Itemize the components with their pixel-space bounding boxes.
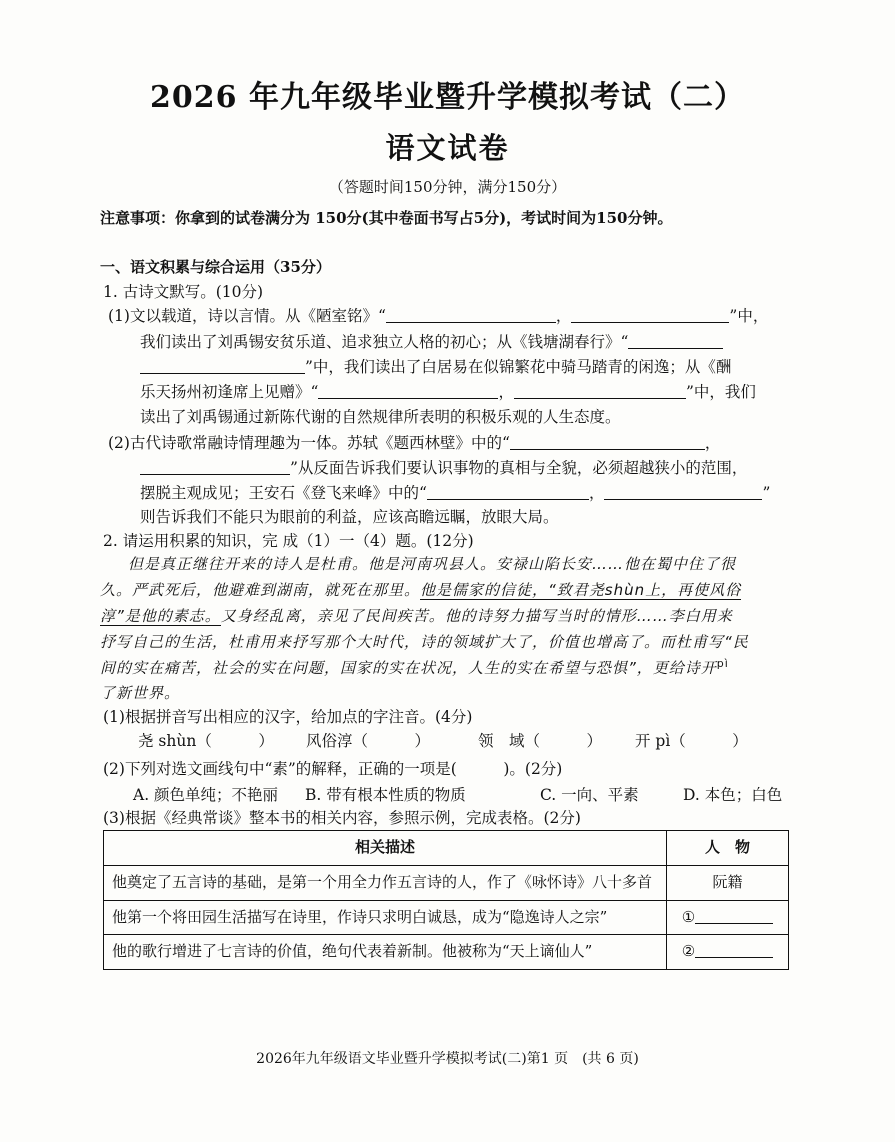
q2-1-item[interactable]: 尧 shùn（ ） xyxy=(138,732,274,750)
passage-line: 淳”是他的素志。又身经乱离，亲见了民间疾苦。他的诗努力描写当时的情形……李白用来 xyxy=(100,607,733,625)
q1-1-line5: 读出了刘禹锡通过新陈代谢的自然规律所表明的积极乐观的人生态度。 xyxy=(140,408,621,426)
option-b[interactable]: B. 带有根本性质的物质 xyxy=(305,786,466,804)
q2-1-item[interactable]: 风俗淳（ ） xyxy=(306,732,431,750)
underlined-sentence: 淳”是他的素志。 xyxy=(100,607,221,625)
q1-1-line1: (1)文以载道，诗以言情。从《陋室铭》“ ， ”中， xyxy=(108,307,769,325)
q1-heading: 1. 古诗文默写。(10分) xyxy=(103,283,264,301)
answer-cell[interactable]: ② xyxy=(667,935,789,970)
pinyin-annotation: pì xyxy=(716,657,729,670)
q2-1-heading: (1)根据拼音写出相应的汉字，给加点的字注音。(4分) xyxy=(103,708,473,726)
notice: 注意事项：你拿到的试卷满分为 150分(其中卷面书写占5分)，考试时间为150分钟。 xyxy=(100,209,673,227)
answer-blank[interactable] xyxy=(628,333,723,350)
section-heading: 一、语文积累与综合运用（35分） xyxy=(100,258,331,276)
page-footer: 2026年九年级语文毕业暨升学模拟考试(二)第1 页 (共 6 页) xyxy=(256,1051,639,1067)
option-d[interactable]: D. 本色；白色 xyxy=(683,786,783,804)
passage-line: 了新世界。 xyxy=(100,684,181,702)
q1-2-line2: ”从反面告诉我们要认识事物的真相与全貌，必须超越狭小的范围， xyxy=(140,456,747,478)
passage-line: 但是真正继往开来的诗人是杜甫。他是河南巩县人。安禄山陷长安……他在蜀中住了很 xyxy=(128,555,737,573)
table-cell: 阮籍 xyxy=(667,865,789,900)
table-cell: 他奠定了五言诗的基础，是第一个用全力作五言诗的人，作了《咏怀诗》八十多首 xyxy=(104,865,667,900)
q1-1-line4: 乐天扬州初逢席上见赠》“ ， ”中，我们 xyxy=(140,383,756,401)
table-row xyxy=(104,900,789,935)
q2-heading: 2. 请运用积累的知识，完 成（1）一（4）题。(12分) xyxy=(103,532,474,550)
passage-line: 久。严武死后，他避难到湖南，就死在那里。他是儒家的信徒，“致君尧shùn上，再使风俗 xyxy=(100,581,742,599)
q1-2-line4: 则告诉我们不能只为眼前的利益，应该高瞻远瞩，放眼大局。 xyxy=(140,508,559,526)
option-c[interactable]: C. 一向、平素 xyxy=(540,786,639,804)
table-header-cell: 人 物 xyxy=(667,831,789,866)
answer-blank[interactable] xyxy=(604,484,762,501)
answer-cell[interactable]: ① xyxy=(667,900,789,935)
exam-subtitle: 语文试卷 xyxy=(385,131,510,165)
table-cell: 他的歌行增进了七言诗的价值，绝句代表着新制。他被称为“天上谪仙人” xyxy=(104,935,667,970)
answer-blank[interactable] xyxy=(571,307,729,324)
q1-1-line3: ”中，我们读出了白居易在似锦繁花中骑马踏青的闲逸；从《酬 xyxy=(140,355,731,377)
exam-title: 2026 年九年级毕业暨升学模拟考试（二） xyxy=(150,80,745,115)
answer-blank[interactable] xyxy=(318,383,498,400)
answer-blank[interactable] xyxy=(514,383,686,400)
table-header-row xyxy=(104,831,789,866)
passage-line: 间的实在痛苦，社会的实在问题，国家的实在状况，人生的实在希望与恐惧”，更给诗开$^{pì}$ xyxy=(100,657,729,677)
underlined-sentence: 他是儒家的信徒，“致君尧shùn上，再使风俗 xyxy=(420,581,742,599)
table-header-cell: 相关描述 xyxy=(104,831,667,866)
answer-blank[interactable] xyxy=(510,434,705,451)
answer-table xyxy=(103,830,789,970)
q2-1-item[interactable]: 开 pì（ ） xyxy=(635,732,748,750)
q1-2-line3: 摆脱主观成见；王安石《登飞来峰》中的“ ， ” xyxy=(140,484,771,502)
q2-2-heading: (2)下列对选文画线句中“素”的解释，正确的一项是( )。(2分) xyxy=(103,760,563,778)
answer-blank[interactable] xyxy=(386,307,556,324)
answer-blank[interactable] xyxy=(140,358,305,375)
option-a[interactable]: A. 颜色单纯；不艳丽 xyxy=(133,786,279,804)
q2-3-heading: (3)根据《经典常谈》整本书的相关内容，参照示例，完成表格。(2分) xyxy=(103,809,581,827)
q1-2-line1: (2)古代诗歌常融诗情理趣为一体。苏轼《题西林壁》中的“ ， xyxy=(108,434,721,452)
table-cell: 他第一个将田园生活描写在诗里，作诗只求明白诚恳，成为“隐逸诗人之宗” xyxy=(104,900,667,935)
q2-1-item[interactable]: 领 域（ ） xyxy=(478,732,603,750)
table-row xyxy=(104,935,789,970)
q1-1-line2: 我们读出了刘禹锡安贫乐道、追求独立人格的初心；从《钱塘湖春行》“ xyxy=(140,330,723,352)
answer-blank[interactable] xyxy=(140,459,290,476)
answer-blank[interactable] xyxy=(427,484,589,501)
passage-line: 抒写自己的生活，杜甫用来抒写那个大时代，诗的领域扩大了，价值也增高了。而杜甫写“民 xyxy=(100,633,749,651)
exam-meta: （答题时间150分钟，满分150分） xyxy=(328,178,567,196)
table-row xyxy=(104,865,789,900)
